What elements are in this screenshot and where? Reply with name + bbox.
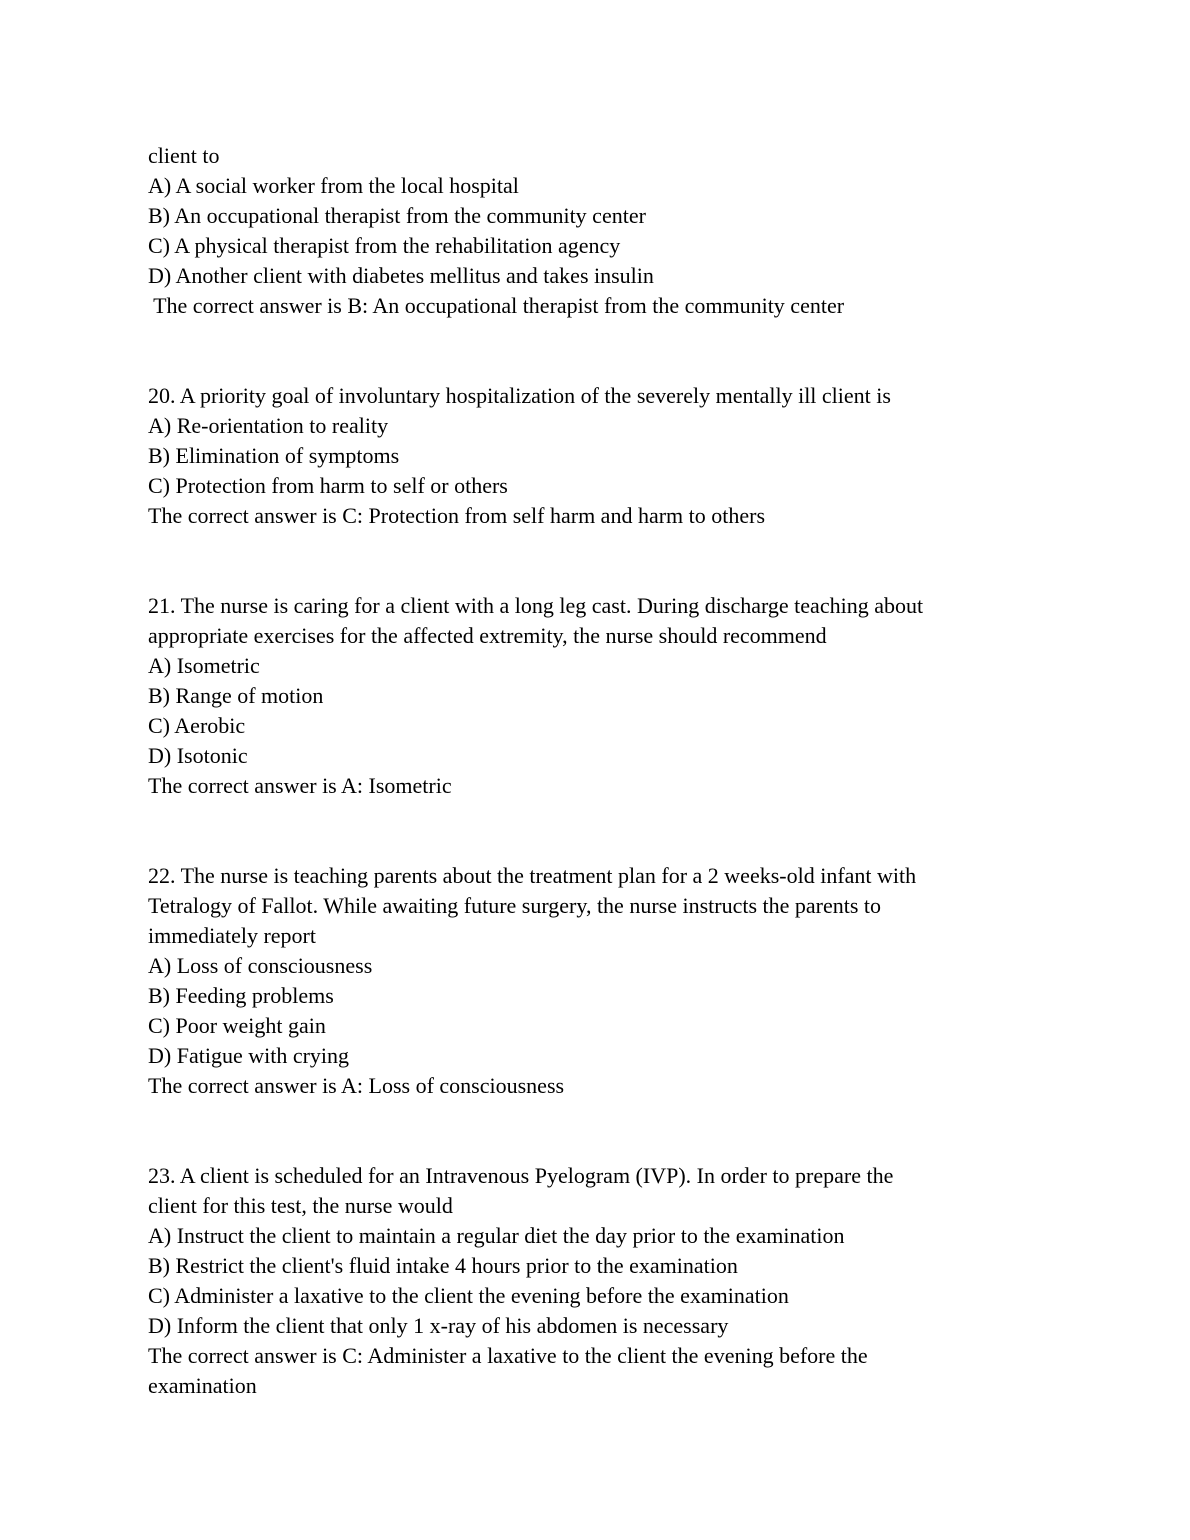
option-d: D) Isotonic <box>148 743 248 768</box>
question-stem-line: 20. A priority goal of involuntary hospitalization of the severely mentally ill client is <box>148 383 891 408</box>
option-c: C) Aerobic <box>148 713 246 738</box>
option-a: A) A social worker from the local hospital <box>148 173 519 198</box>
correct-answer-line: The correct answer is B: An occupational therapist from the community center <box>148 293 845 318</box>
option-c: C) Protection from harm to self or others <box>148 473 508 498</box>
option-a: A) Instruct the client to maintain a regular diet the day prior to the examination <box>148 1223 845 1248</box>
correct-answer-line: examination <box>148 1373 257 1398</box>
question-block-22 <box>148 861 1088 1101</box>
option-a: A) Loss of consciousness <box>148 953 373 978</box>
option-d: D) Fatigue with crying <box>148 1043 350 1068</box>
option-b: B) Feeding problems <box>148 983 334 1008</box>
question-block-21 <box>148 591 1088 801</box>
option-b: B) An occupational therapist from the community center <box>148 203 646 228</box>
document-page <box>148 141 1088 1401</box>
option-b: B) Restrict the client's fluid intake 4 hours prior to the examination <box>148 1253 738 1278</box>
option-c: C) Poor weight gain <box>148 1013 326 1038</box>
option-b: B) Range of motion <box>148 683 324 708</box>
correct-answer-line: The correct answer is C: Administer a laxative to the client the evening before the <box>148 1343 868 1368</box>
question-stem-line: client to <box>148 143 220 168</box>
question-block-19-continuation <box>148 141 1088 321</box>
option-a: A) Isometric <box>148 653 260 678</box>
question-block-23 <box>148 1161 1088 1401</box>
question-stem-line: 22. The nurse is teaching parents about the treatment plan for a 2 weeks-old infant with <box>148 863 917 888</box>
correct-answer-line: The correct answer is A: Isometric <box>148 773 452 798</box>
question-stem-line: Tetralogy of Fallot. While awaiting future surgery, the nurse instructs the parents to <box>148 893 882 918</box>
option-b: B) Elimination of symptoms <box>148 443 400 468</box>
question-stem-line: immediately report <box>148 923 316 948</box>
question-stem-line: 21. The nurse is caring for a client with a long leg cast. During discharge teaching about <box>148 593 924 618</box>
option-d: D) Another client with diabetes mellitus and takes insulin <box>148 263 654 288</box>
option-d: D) Inform the client that only 1 x-ray of his abdomen is necessary <box>148 1313 729 1338</box>
question-stem-line: appropriate exercises for the affected extremity, the nurse should recommend <box>148 623 827 648</box>
question-block-20 <box>148 381 1088 531</box>
option-c: C) A physical therapist from the rehabilitation agency <box>148 233 621 258</box>
question-stem-line: client for this test, the nurse would <box>148 1193 453 1218</box>
correct-answer-line: The correct answer is A: Loss of consciousness <box>148 1073 565 1098</box>
question-stem-line: 23. A client is scheduled for an Intravenous Pyelogram (IVP). In order to prepare the <box>148 1163 894 1188</box>
option-a: A) Re-orientation to reality <box>148 413 389 438</box>
correct-answer-line: The correct answer is C: Protection from self harm and harm to others <box>148 503 766 528</box>
option-c: C) Administer a laxative to the client the evening before the examination <box>148 1283 789 1308</box>
